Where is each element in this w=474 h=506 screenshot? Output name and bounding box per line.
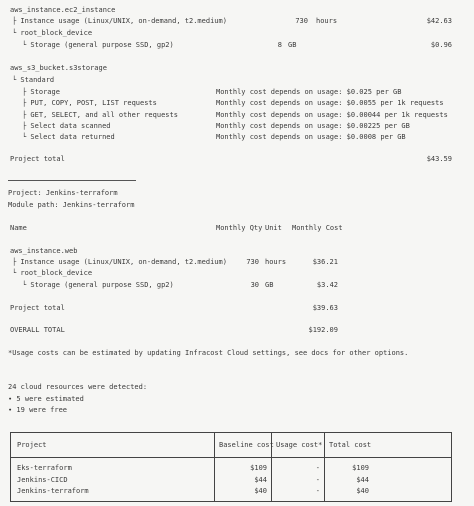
- table-divider: [214, 433, 215, 501]
- table-cell-usage: -: [315, 476, 320, 484]
- cost-line-note: Monthly cost depends on usage: $0.00044 per 1k requests: [216, 111, 448, 119]
- cost-line-qty: 730: [295, 17, 308, 25]
- free-count: ∙ 19 were free: [8, 406, 68, 414]
- cost-line-name: ├ Instance usage (Linux/UNIX, on-demand, t2.medium): [12, 17, 227, 25]
- table-cell-total: $44: [356, 476, 369, 484]
- divider: [8, 180, 136, 181]
- cost-line-note: Monthly cost depends on usage: $0.025 per GB: [216, 88, 402, 96]
- table-cell-usage: -: [315, 487, 320, 495]
- table-divider: [324, 433, 325, 501]
- cost-line-cost: $3.42: [316, 281, 338, 289]
- cost-line-note: Monthly cost depends on usage: $0.0008 per GB: [216, 133, 406, 141]
- sub-resource: └ root_block_device: [12, 269, 93, 277]
- cost-line-name: ├ Storage: [22, 88, 60, 96]
- project-total-label: Project total: [10, 155, 65, 163]
- cost-line-note: Monthly cost depends on usage: $0.00225 per GB: [216, 122, 410, 130]
- project-line: Project: Jenkins-terraform: [8, 189, 118, 197]
- table-header-baseline: Baseline cost: [219, 441, 274, 449]
- overall-total-label: OVERALL TOTAL: [10, 326, 65, 334]
- module-path-line: Module path: Jenkins-terraform: [8, 201, 135, 209]
- table-header-project: Project: [17, 441, 47, 449]
- overall-total-value: $192.09: [308, 326, 338, 334]
- cost-line-cost: $0.96: [430, 41, 452, 49]
- sub-resource: └ root_block_device: [12, 29, 93, 37]
- table-cell-total: $40: [356, 487, 369, 495]
- column-header-unit: Unit: [265, 224, 282, 232]
- cost-line-unit: GB: [265, 281, 274, 289]
- column-header-qty: Monthly Qty: [216, 224, 263, 232]
- project-total-label: Project total: [10, 304, 65, 312]
- table-cell-project: Jenkins-CICD: [17, 476, 68, 484]
- table-cell-baseline: $109: [250, 464, 267, 472]
- cost-line-note: Monthly cost depends on usage: $0.0055 per 1k requests: [216, 99, 444, 107]
- detected-summary: 24 cloud resources were detected:: [8, 383, 148, 391]
- estimated-count: ∙ 5 were estimated: [8, 395, 84, 403]
- cost-line-unit: hours: [265, 258, 287, 266]
- table-header-total: Total cost: [329, 441, 372, 449]
- cost-line-cost: $36.21: [312, 258, 338, 266]
- resource-name: aws_s3_bucket.s3storage: [10, 64, 107, 72]
- project-total-value: $39.63: [312, 304, 338, 312]
- cost-line-qty: 8: [277, 41, 282, 49]
- cost-line-unit: hours: [316, 17, 338, 25]
- usage-note: *Usage costs can be estimated by updating Infracost Cloud settings, see docs for other options.: [8, 349, 409, 357]
- sub-resource: └ Standard: [12, 76, 55, 84]
- cost-line-qty: 30: [250, 281, 259, 289]
- table-divider: [11, 457, 451, 458]
- cost-line-name: └ Storage (general purpose SSD, gp2): [22, 41, 174, 49]
- resource-name: aws_instance.ec2_instance: [10, 6, 116, 14]
- table-cell-baseline: $44: [254, 476, 267, 484]
- summary-table: [10, 432, 452, 502]
- cost-line-name: └ Storage (general purpose SSD, gp2): [22, 281, 174, 289]
- column-header-name: Name: [10, 224, 27, 232]
- cost-line-unit: GB: [288, 41, 297, 49]
- column-header-cost: Monthly Cost: [292, 224, 343, 232]
- table-cell-baseline: $40: [254, 487, 267, 495]
- table-cell-usage: -: [315, 464, 320, 472]
- cost-line-name: ├ PUT, COPY, POST, LIST requests: [22, 99, 157, 107]
- cost-line-name: └ Select data returned: [22, 133, 115, 141]
- table-cell-project: Jenkins-terraform: [17, 487, 89, 495]
- table-header-usage: Usage cost*: [276, 441, 323, 449]
- cost-line-qty: 730: [246, 258, 259, 266]
- resource-name: aws_instance.web: [10, 247, 78, 255]
- table-cell-total: $109: [352, 464, 369, 472]
- table-cell-project: Eks-terraform: [17, 464, 72, 472]
- cost-line-name: ├ GET, SELECT, and all other requests: [22, 111, 178, 119]
- cost-line-cost: $42.63: [426, 17, 452, 25]
- cost-line-name: ├ Select data scanned: [22, 122, 111, 130]
- project-total-value: $43.59: [426, 155, 452, 163]
- cost-line-name: ├ Instance usage (Linux/UNIX, on-demand, t2.medium): [12, 258, 227, 266]
